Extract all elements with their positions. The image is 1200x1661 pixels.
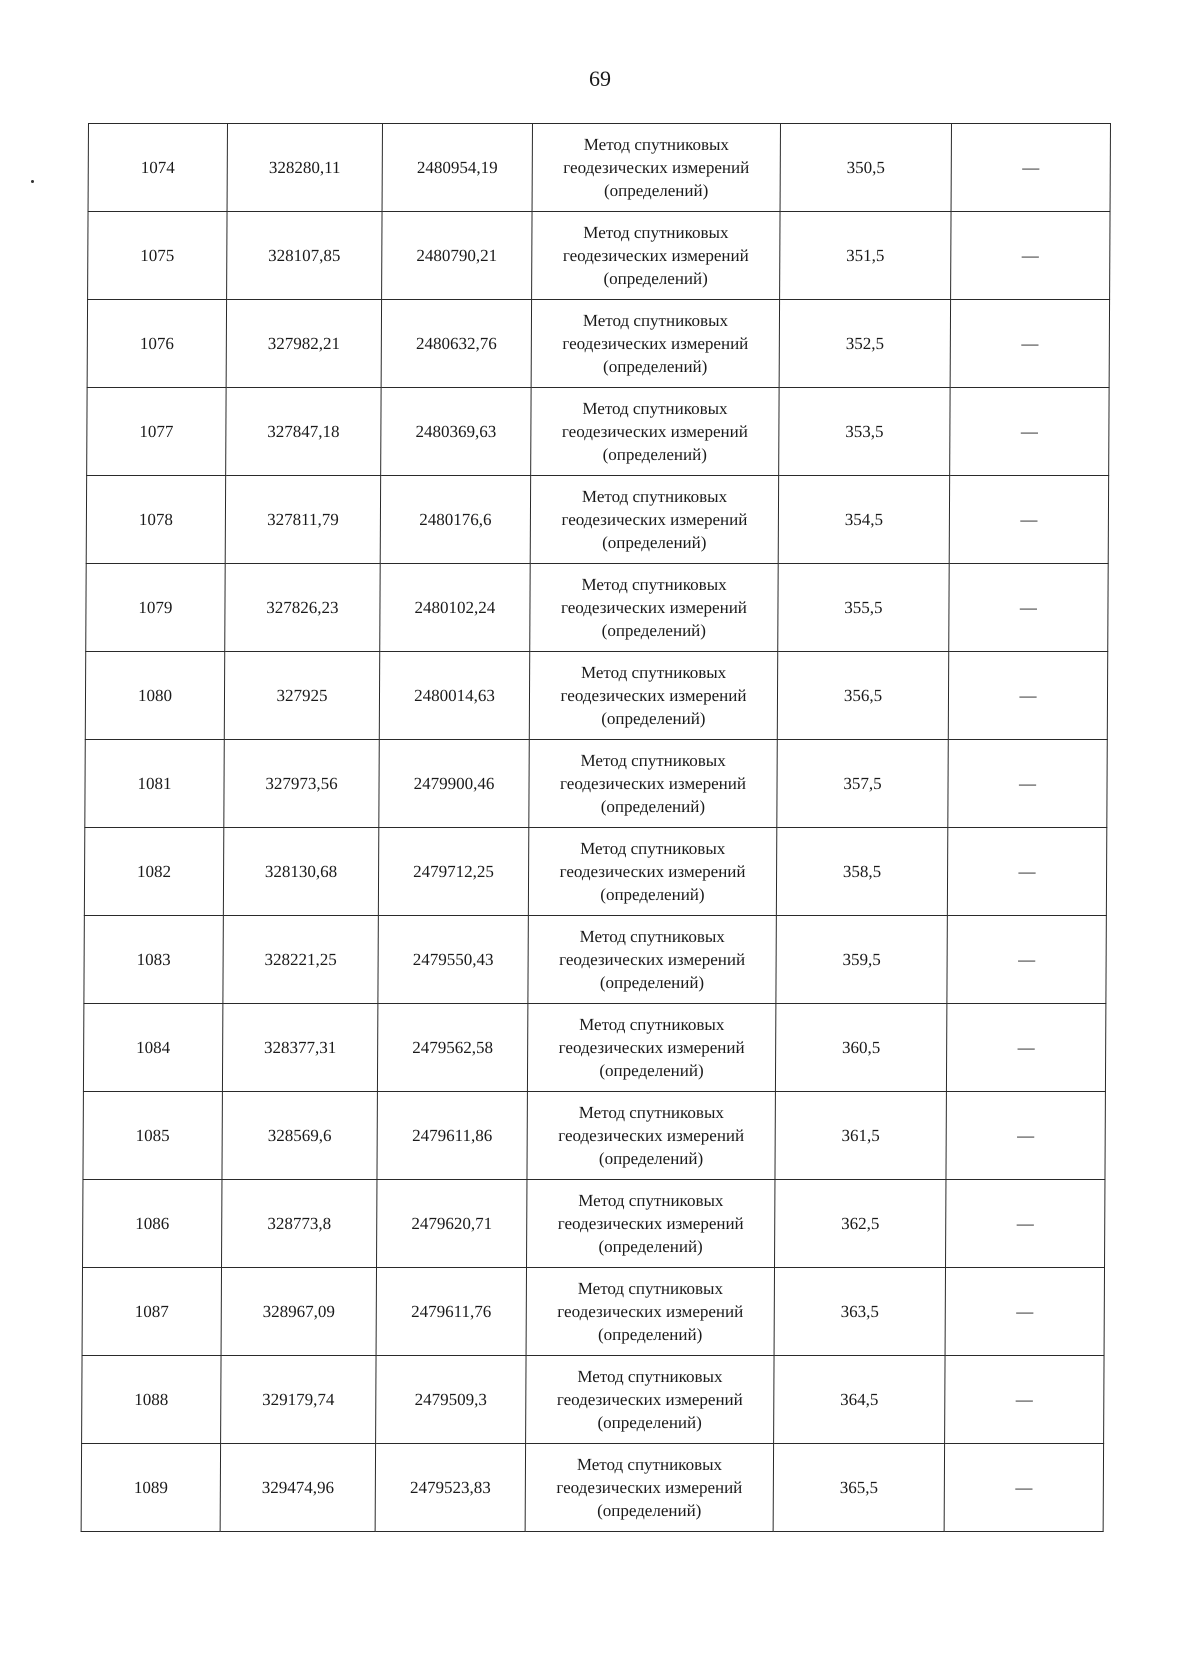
method-line-1: Метод спутниковых	[580, 663, 727, 682]
x-coordinate-cell	[222, 1004, 377, 1092]
y-coordinate: 2480014,63	[414, 686, 495, 705]
x-coordinate-cell	[220, 1444, 375, 1532]
method-line-1: Метод спутниковых	[579, 927, 725, 946]
method-line-1: Метод спутниковых	[582, 399, 728, 418]
accuracy-cell	[780, 124, 951, 212]
note-dash: —	[1019, 598, 1038, 617]
method-line-1: Метод спутниковых	[578, 1191, 724, 1210]
x-coordinate: 328107,85	[268, 246, 341, 265]
method-cell	[530, 564, 778, 652]
note-cell	[951, 124, 1110, 212]
accuracy-value: 362,5	[841, 1214, 880, 1233]
method-cell	[531, 388, 779, 476]
method-cell	[525, 1444, 773, 1532]
method-line-1: Метод спутниковых	[580, 839, 726, 858]
method-line-3: (определений)	[600, 885, 705, 904]
method-line-3: (определений)	[603, 357, 708, 376]
note-dash: —	[1015, 1390, 1033, 1409]
page-number: 69	[589, 66, 611, 91]
y-coordinate-cell	[380, 476, 530, 564]
x-coordinate: 327826,23	[266, 598, 339, 617]
point-number: 1077	[139, 422, 174, 441]
note-cell	[949, 564, 1108, 652]
note-dash: —	[1018, 950, 1036, 969]
point-number-cell	[88, 124, 227, 212]
method-line-1: Метод спутниковых	[581, 487, 728, 506]
accuracy-cell	[778, 564, 949, 652]
point-number: 1085	[135, 1126, 170, 1145]
point-number-cell	[87, 300, 226, 388]
x-coordinate-cell	[222, 1180, 377, 1268]
accuracy-value: 361,5	[841, 1126, 880, 1145]
method-cell	[530, 476, 778, 564]
note-dash: —	[1021, 246, 1039, 265]
point-number-cell	[87, 388, 226, 476]
note-dash: —	[1017, 1038, 1035, 1057]
method-line-2: геодезических измерений	[558, 1126, 745, 1145]
point-number: 1080	[137, 686, 173, 705]
accuracy-cell	[775, 1092, 946, 1180]
point-number: 1083	[136, 950, 171, 969]
method-line-2: геодезических измерений	[559, 950, 746, 969]
y-coordinate-cell	[377, 1092, 527, 1180]
method-line-2: геодезических измерений	[556, 1478, 743, 1497]
point-number: 1088	[134, 1390, 169, 1409]
method-cell	[531, 300, 779, 388]
point-number-cell	[85, 652, 224, 740]
y-coordinate-cell	[380, 564, 530, 652]
y-coordinate: 2480369,63	[415, 422, 497, 441]
point-number: 1082	[137, 862, 172, 881]
method-line-1: Метод спутниковых	[582, 311, 729, 330]
note-cell	[951, 212, 1110, 300]
x-coordinate: 327973,56	[265, 774, 338, 793]
y-coordinate-cell	[381, 388, 531, 476]
method-line-2: геодезических измерений	[559, 862, 746, 881]
x-coordinate: 328967,09	[262, 1302, 335, 1321]
y-coordinate-cell	[376, 1268, 526, 1356]
table-row	[87, 388, 1109, 476]
note-cell	[946, 1092, 1105, 1180]
x-coordinate: 328221,25	[264, 950, 337, 969]
note-cell	[948, 740, 1107, 828]
table-row	[83, 1004, 1105, 1092]
y-coordinate: 2479611,76	[411, 1302, 492, 1321]
method-line-2: геодезических измерений	[563, 158, 750, 177]
y-coordinate: 2479550,43	[412, 950, 494, 969]
accuracy-cell	[780, 212, 951, 300]
accuracy-value: 358,5	[842, 862, 882, 881]
point-number-cell	[88, 212, 227, 300]
accuracy-value: 359,5	[842, 950, 881, 969]
x-coordinate: 328569,6	[267, 1126, 332, 1145]
table-row	[84, 828, 1106, 916]
x-coordinate-cell	[223, 828, 378, 916]
y-coordinate: 2480954,19	[416, 158, 498, 177]
method-line-2: геодезических измерений	[561, 510, 748, 529]
method-line-1: Метод спутниковых	[576, 1455, 723, 1474]
table-row	[84, 916, 1106, 1004]
note-dash: —	[1021, 334, 1039, 353]
method-line-2: геодезических измерений	[556, 1390, 743, 1409]
point-number-cell	[85, 740, 224, 828]
x-coordinate: 327982,21	[267, 334, 341, 353]
table-row	[85, 652, 1107, 740]
point-number: 1086	[135, 1214, 170, 1233]
x-coordinate: 328773,8	[267, 1214, 332, 1233]
x-coordinate-cell	[221, 1356, 376, 1444]
method-cell	[527, 1180, 775, 1268]
y-coordinate-cell	[375, 1444, 525, 1532]
accuracy-value: 355,5	[844, 598, 883, 617]
x-coordinate: 329179,74	[262, 1390, 335, 1409]
method-cell	[532, 212, 780, 300]
accuracy-cell	[778, 476, 949, 564]
note-dash: —	[1018, 774, 1037, 793]
table-row	[82, 1356, 1104, 1444]
x-coordinate: 328377,31	[263, 1038, 337, 1057]
point-number: 1089	[133, 1478, 168, 1497]
method-line-3: (определений)	[601, 621, 707, 640]
point-number-cell	[84, 828, 223, 916]
table-row	[87, 300, 1109, 388]
x-coordinate-cell	[222, 1092, 377, 1180]
x-coordinate-cell	[223, 916, 378, 1004]
y-coordinate-cell	[379, 652, 529, 740]
y-coordinate-cell	[382, 124, 532, 212]
accuracy-value: 364,5	[840, 1390, 879, 1409]
note-dash: —	[1020, 510, 1038, 529]
accuracy-cell	[779, 388, 950, 476]
accuracy-cell	[774, 1356, 945, 1444]
method-line-1: Метод спутниковых	[579, 1015, 725, 1034]
scan-speck	[31, 180, 34, 183]
note-cell	[947, 916, 1106, 1004]
y-coordinate-cell	[377, 1004, 527, 1092]
y-coordinate: 2479562,58	[412, 1038, 494, 1057]
accuracy-value: 351,5	[846, 246, 885, 265]
note-cell	[946, 1180, 1105, 1268]
method-cell	[527, 1092, 775, 1180]
y-coordinate-cell	[381, 300, 531, 388]
note-dash: —	[1020, 422, 1038, 441]
method-line-3: (определений)	[601, 709, 706, 728]
method-cell	[532, 124, 780, 212]
point-number: 1078	[138, 510, 173, 529]
note-cell	[945, 1356, 1104, 1444]
table-row	[83, 1180, 1105, 1268]
method-line-3: (определений)	[603, 269, 708, 288]
note-cell	[944, 1444, 1103, 1532]
accuracy-cell	[779, 300, 950, 388]
note-dash: —	[1017, 1126, 1035, 1145]
accuracy-cell	[777, 652, 948, 740]
y-coordinate: 2480176,6	[419, 510, 492, 529]
method-line-2: геодезических измерений	[562, 246, 749, 265]
table-row	[83, 1092, 1105, 1180]
accuracy-cell	[775, 1180, 946, 1268]
method-cell	[526, 1268, 774, 1356]
x-coordinate-cell	[227, 124, 382, 212]
method-line-2: геодезических измерений	[562, 334, 749, 353]
note-cell	[945, 1268, 1104, 1356]
accuracy-value: 363,5	[840, 1302, 879, 1321]
x-coordinate-cell	[224, 740, 379, 828]
y-coordinate-cell	[382, 212, 532, 300]
accuracy-cell	[776, 916, 947, 1004]
method-line-1: Метод спутниковых	[581, 575, 727, 594]
x-coordinate: 327925	[276, 686, 328, 705]
table-row	[85, 740, 1107, 828]
accuracy-cell	[776, 828, 947, 916]
point-number-cell	[86, 564, 225, 652]
y-coordinate-cell	[377, 1180, 527, 1268]
point-number-cell	[83, 1092, 222, 1180]
x-coordinate-cell	[225, 564, 380, 652]
method-line-3: (определений)	[603, 181, 709, 200]
method-cell	[529, 652, 777, 740]
note-dash: —	[1018, 862, 1036, 881]
accuracy-value: 354,5	[844, 510, 884, 529]
y-coordinate: 2479611,86	[412, 1126, 493, 1145]
x-coordinate-cell	[225, 476, 380, 564]
y-coordinate: 2479620,71	[411, 1214, 493, 1233]
accuracy-value: 357,5	[843, 774, 882, 793]
method-line-3: (определений)	[599, 1061, 704, 1080]
method-cell	[528, 916, 776, 1004]
y-coordinate: 2480632,76	[415, 334, 497, 353]
y-coordinate-cell	[378, 828, 528, 916]
table-body	[81, 124, 1110, 1532]
point-number: 1076	[139, 334, 174, 353]
method-line-1: Метод спутниковых	[583, 135, 730, 154]
accuracy-cell	[774, 1268, 945, 1356]
note-cell	[946, 1004, 1105, 1092]
x-coordinate-cell	[227, 212, 382, 300]
method-line-3: (определений)	[598, 1237, 703, 1256]
y-coordinate: 2480102,24	[414, 598, 496, 617]
x-coordinate: 328280,11	[268, 158, 341, 177]
table-row	[88, 212, 1110, 300]
y-coordinate: 2479900,46	[413, 774, 495, 793]
accuracy-value: 350,5	[846, 158, 885, 177]
method-line-2: геодезических измерений	[557, 1302, 744, 1321]
method-line-3: (определений)	[602, 533, 707, 552]
point-number: 1084	[136, 1038, 171, 1057]
accuracy-value: 353,5	[845, 422, 884, 441]
method-cell	[529, 740, 777, 828]
point-number: 1087	[134, 1302, 169, 1321]
point-number: 1075	[140, 246, 175, 265]
note-cell	[950, 300, 1109, 388]
x-coordinate: 327847,18	[267, 422, 340, 441]
x-coordinate-cell	[221, 1268, 376, 1356]
accuracy-value: 356,5	[843, 686, 883, 705]
method-cell	[527, 1004, 775, 1092]
note-dash: —	[1019, 686, 1037, 705]
point-number: 1074	[140, 158, 175, 177]
method-line-2: геодезических измерений	[557, 1214, 744, 1233]
method-line-1: Метод спутниковых	[577, 1367, 723, 1386]
point-number-cell	[83, 1004, 222, 1092]
point-number: 1081	[137, 774, 172, 793]
table-row	[81, 1444, 1103, 1532]
note-cell	[948, 652, 1107, 740]
y-coordinate-cell	[376, 1356, 526, 1444]
point-number-cell	[82, 1268, 221, 1356]
method-line-3: (определений)	[597, 1325, 703, 1344]
note-cell	[950, 388, 1109, 476]
method-line-2: геодезических измерений	[558, 1038, 745, 1057]
method-line-3: (определений)	[597, 1501, 702, 1520]
accuracy-value: 365,5	[839, 1478, 879, 1497]
note-dash: —	[1015, 1478, 1033, 1497]
method-line-2: геодезических измерений	[561, 422, 748, 441]
accuracy-value: 360,5	[841, 1038, 881, 1057]
method-line-3: (определений)	[597, 1413, 702, 1432]
point-number-cell	[82, 1356, 221, 1444]
method-line-3: (определений)	[598, 1149, 704, 1168]
x-coordinate-cell	[226, 300, 381, 388]
y-coordinate: 2479712,25	[413, 862, 495, 881]
point-number-cell	[83, 1180, 222, 1268]
method-line-1: Метод спутниковых	[580, 751, 726, 770]
accuracy-value: 352,5	[845, 334, 885, 353]
point-number: 1079	[138, 598, 173, 617]
table-row	[86, 476, 1108, 564]
note-dash: —	[1016, 1214, 1034, 1233]
method-line-2: геодезических измерений	[560, 598, 747, 617]
table-row	[88, 124, 1110, 212]
note-cell	[949, 476, 1108, 564]
accuracy-cell	[775, 1004, 946, 1092]
method-line-3: (определений)	[599, 973, 705, 992]
x-coordinate-cell	[224, 652, 379, 740]
accuracy-cell	[773, 1444, 944, 1532]
y-coordinate-cell	[378, 916, 528, 1004]
x-coordinate: 329474,96	[261, 1478, 335, 1497]
point-number-cell	[81, 1444, 220, 1532]
x-coordinate: 328130,68	[264, 862, 338, 881]
table-row	[86, 564, 1108, 652]
method-line-1: Метод спутниковых	[578, 1103, 724, 1122]
method-line-3: (определений)	[600, 797, 706, 816]
y-coordinate: 2480790,21	[416, 246, 498, 265]
method-cell	[526, 1356, 774, 1444]
table-row	[82, 1268, 1104, 1356]
method-line-1: Метод спутниковых	[577, 1279, 724, 1298]
y-coordinate-cell	[379, 740, 529, 828]
method-line-3: (определений)	[602, 445, 707, 464]
note-dash: —	[1016, 1302, 1034, 1321]
note-cell	[947, 828, 1106, 916]
point-number-cell	[86, 476, 225, 564]
note-dash: —	[1022, 158, 1040, 177]
x-coordinate-cell	[226, 388, 381, 476]
method-line-1: Метод спутниковых	[583, 223, 729, 242]
y-coordinate: 2479523,83	[409, 1478, 491, 1497]
accuracy-cell	[777, 740, 948, 828]
method-cell	[528, 828, 776, 916]
method-line-2: геодезических измерений	[560, 686, 747, 705]
point-number-cell	[84, 916, 223, 1004]
x-coordinate: 327811,79	[267, 510, 339, 529]
method-line-2: геодезических измерений	[560, 774, 747, 793]
y-coordinate: 2479509,3	[414, 1390, 487, 1409]
coordinates-table	[81, 123, 1111, 1532]
